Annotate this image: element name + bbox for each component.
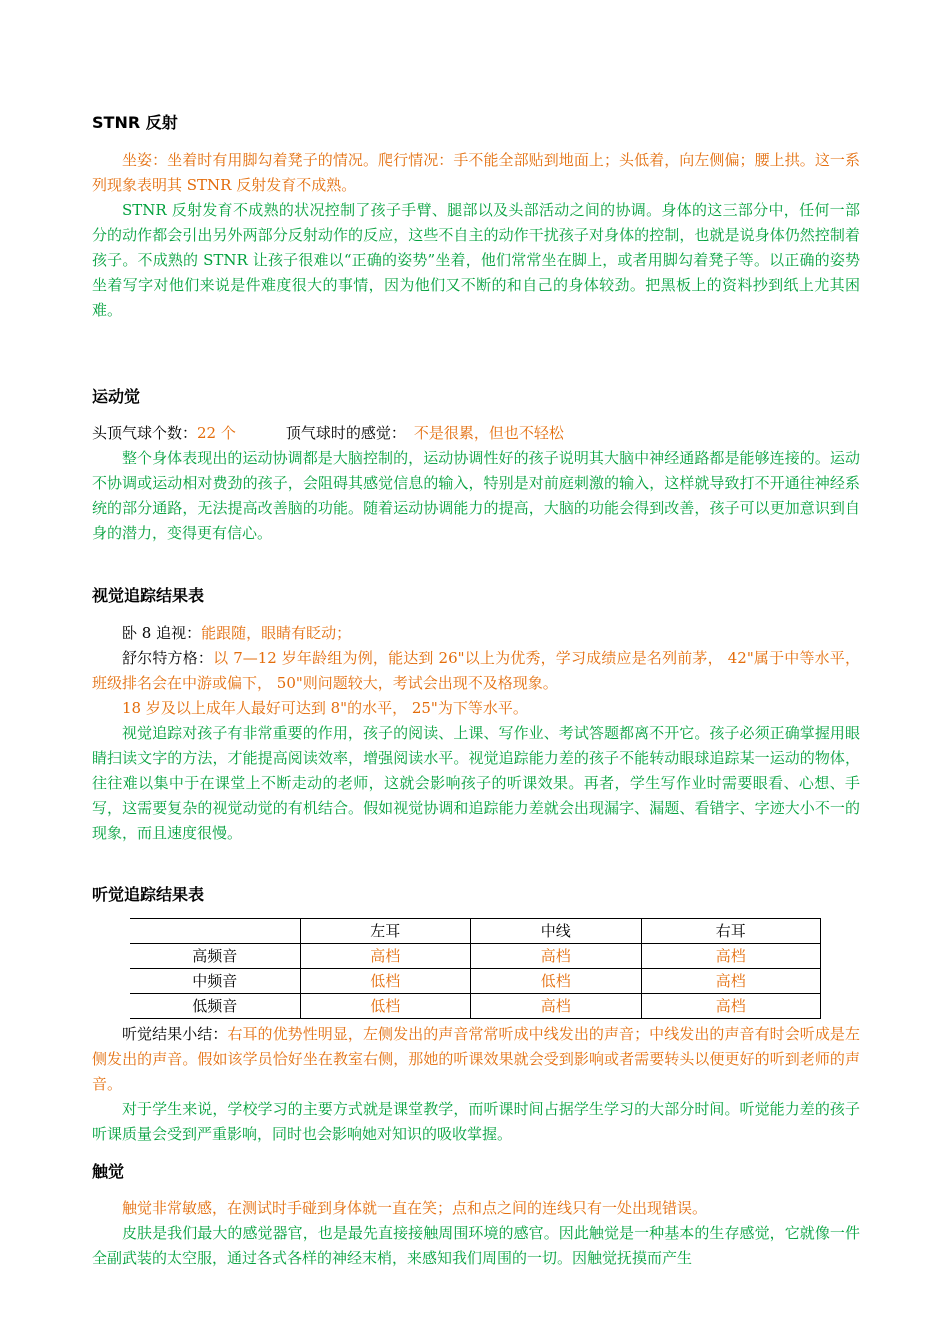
auditory-summary [92,1022,860,1097]
auditory-summary-label: 听觉结果小结： [122,1025,228,1043]
balloon-feeling-value: 不是很累，但也不轻松 [413,424,564,442]
balloon-feeling-label: 顶气球时的感觉： [285,424,406,442]
table-cell: 高档 [471,944,642,969]
table-row [130,944,821,969]
schulte-label: 舒尔特方格： [122,649,214,667]
table-row-label: 中频音 [130,969,300,994]
motion-result-line [92,421,860,446]
visual-explanation: 视觉追踪对孩子有非常重要的作用，孩子的阅读、上课、写作业、考试答题都离不开它。孩子必须正确掌握用眼睛扫读文字的方法，才能提高阅读效率，增强阅读水平。视觉追踪能力差的孩子不能转动眼球追踪某一运动的物体，往往难以集中于在课堂上不断走动的老师，这就会影响孩子的听课效果。再者，学生写作业时需要眼看、心想、手写，这需要复杂的视觉动觉的有机结合。假如视觉协调和追踪能力差就会出现漏字、漏题、看错字、字迹大小不一的现象，而且速度很慢。 [92,724,860,842]
table-cell: 低档 [300,969,471,994]
table-cell: 低档 [471,969,642,994]
table-header-cell [130,919,300,944]
fig8-value: 能跟随，眼睛有眨动； [201,624,352,642]
touch-heading: 触觉 [92,1162,125,1181]
stnr-heading: STNR 反射 [92,113,178,132]
table-header-row [130,919,821,944]
table-row-label: 高频音 [130,944,300,969]
table-row [130,994,821,1019]
auditory-explanation: 对于学生来说，学校学习的主要方式就是课堂教学，而听课时间占据学生学习的大部分时间。听觉能力差的孩子听课质量会受到严重影响，同时也会影响她对知识的吸收掌握。 [92,1100,860,1143]
motion-heading: 运动觉 [92,387,141,406]
auditory-result-table [130,918,821,1019]
table-cell: 高档 [641,969,821,994]
schulte-value: 以 7—12 岁年龄组为例，能达到 26"以上为优秀，学习成绩应是名列前茅， 42"属于中等水平，班级排名会在中游或偏下， 50"则问题较大，考试会出现不及格现象。 [92,649,860,692]
auditory-heading: 听觉追踪结果表 [92,885,205,904]
touch-observation: 触觉非常敏感，在测试时手碰到身体就一直在笑；点和点之间的连线只有一处出现错误。 [122,1199,708,1217]
stnr-observation: 坐姿：坐着时有用脚勾着凳子的情况。爬行情况：手不能全部贴到地面上；头低着，向左侧偏；腰上拱。这一系列现象表明其 STNR 反射发育不成熟。 [92,151,860,194]
auditory-summary-value: 右耳的优势性明显，左侧发出的声音常常听成中线发出的声音；中线发出的声音有时会听成是左侧发出的声音。假如该学员恰好坐在教室右侧，那她的听课效果就会受到影响或者需要转头以便更好的听到老师的声音。 [92,1025,860,1093]
table-row-label: 低频音 [130,994,300,1019]
table-cell: 低档 [300,994,471,1019]
table-header-cell: 右耳 [641,919,821,944]
table-cell: 高档 [471,994,642,1019]
touch-explanation: 皮肤是我们最大的感觉器官，也是最先直接接触周围环境的感官。因此触觉是一种基本的生存感觉，它就像一件全副武装的太空服，通过各式各样的神经末梢，来感知我们周围的一切。因触觉抚摸而产生 [92,1224,860,1267]
fig8-label: 卧 8 追视： [122,624,202,642]
table-cell: 高档 [641,944,821,969]
table-header-cell: 中线 [471,919,642,944]
visual-heading: 视觉追踪结果表 [92,586,205,605]
adult-note: 18 岁及以上成年人最好可达到 8"的水平， 25"为下等水平。 [122,699,528,717]
balloon-count-label: 头顶气球个数： [92,424,198,442]
motion-explanation: 整个身体表现出的运动协调都是大脑控制的，运动协调性好的孩子说明其大脑中神经通路都是能够连接的。运动不协调或运动相对费劲的孩子，会阻碍其感觉信息的输入，特别是对前庭刺激的输入，这样就导致打不开通往神经系统的部分通路，无法提高改善脑的功能。随着运动协调能力的提高，大脑的功能会得到改善，孩子可以更加意识到自身的潜力，变得更有信心。 [92,449,860,542]
stnr-explanation: STNR 反射发育不成熟的状况控制了孩子手臂、腿部以及头部活动之间的协调。身体的这三部分中，任何一部分的动作都会引出另外两部分反射动作的反应，这些不自主的动作干扰孩子对身体的控制，也就是说身体仍然控制着孩子。不成熟的 STNR 让孩子很难以“正确的姿势”坐着，他们常常坐在脚上，或者用脚勾着凳子等。以正确的姿势坐着写字对他们来说是件难度很大的事情，因为他们又不断的和自己的身体较劲。把黑板上的资料抄到纸上尤其困难。 [92,201,860,319]
balloon-count-value: 22 个 [197,424,236,442]
table-row [130,969,821,994]
table-header-cell: 左耳 [300,919,471,944]
fig8-line [92,621,890,646]
table-cell: 高档 [641,994,821,1019]
table-cell: 高档 [300,944,471,969]
schulte-line [92,646,860,696]
